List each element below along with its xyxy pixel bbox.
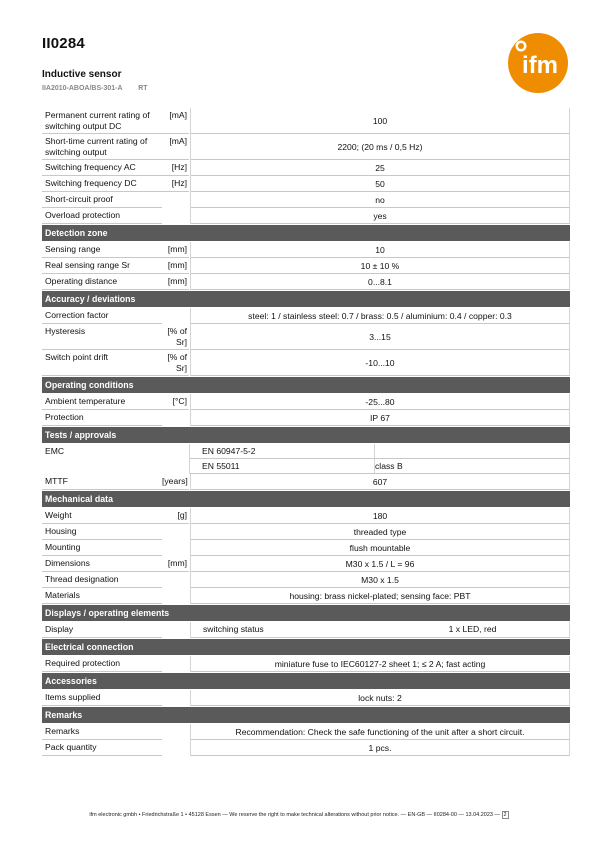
spec-value: 0...8.1: [191, 274, 570, 290]
spec-unit: [mm]: [162, 242, 189, 258]
spec-label: Pack quantity: [42, 740, 162, 756]
spec-value: miniature fuse to IEC60127-2 sheet 1; ≤ 2 A; fast acting: [191, 656, 570, 672]
spec-unit: [°C]: [162, 394, 189, 410]
spec-value: 3...15: [191, 324, 570, 350]
spec-label: Switch point drift: [42, 350, 162, 376]
spec-label: Overload protection: [42, 208, 162, 224]
spec-row: [42, 176, 570, 192]
svg-text:ifm: ifm: [522, 52, 558, 79]
spec-label: MTTF: [42, 474, 162, 490]
spec-row: [42, 588, 570, 604]
spec-label: Weight: [42, 508, 162, 524]
spec-label: Sensing range: [42, 242, 162, 258]
spec-value: Recommendation: Check the safe functioning of the unit after a short circuit.: [191, 724, 570, 740]
spec-value: housing: brass nickel-plated; sensing face: PBT: [191, 588, 570, 604]
spec-row: [42, 540, 570, 556]
product-code-suffix: RT: [138, 85, 148, 92]
spec-row-mttf: [42, 474, 570, 490]
spec-unit: [162, 622, 189, 638]
spec-unit: [mm]: [162, 258, 189, 274]
emc-class: [375, 444, 570, 458]
spec-unit: [mA]: [162, 134, 189, 160]
spec-unit: [162, 192, 189, 208]
spec-row: [42, 740, 570, 756]
spec-value: yes: [191, 208, 570, 224]
spec-row: [42, 208, 570, 224]
rows-top: [42, 108, 570, 224]
spec-unit: [162, 656, 189, 672]
spec-value: 10 ± 10 %: [191, 258, 570, 274]
spec-label: Thread designation: [42, 572, 162, 588]
emc-row: [42, 444, 570, 474]
page-footer: [0, 812, 598, 818]
spec-unit: [% of Sr]: [162, 324, 189, 350]
spec-value: -10...10: [191, 350, 570, 376]
spec-value: flush mountable: [191, 540, 570, 556]
spec-row-display: [42, 622, 570, 638]
spec-value: steel: 1 / stainless steel: 0.7 / brass: 0.5 / aluminium: 0.4 / copper: 0.3: [191, 308, 570, 324]
section-mechanical: Mechanical data: [42, 491, 570, 507]
spec-label: Operating distance: [42, 274, 162, 290]
section-displays: Displays / operating elements: [42, 605, 570, 621]
spec-row: [42, 556, 570, 572]
spec-unit: [162, 540, 189, 556]
spec-label: Real sensing range Sr: [42, 258, 162, 274]
spec-unit: [162, 690, 189, 706]
spec-label: Materials: [42, 588, 162, 604]
spec-label: Short-time current rating of switching output: [42, 134, 162, 160]
spec-row: [42, 350, 570, 376]
display-function: switching status: [203, 624, 264, 634]
spec-row: [42, 524, 570, 540]
spec-row: [42, 258, 570, 274]
spec-row: [42, 724, 570, 740]
emc-line: [190, 459, 570, 474]
spec-label: Protection: [42, 410, 162, 426]
spec-unit: [162, 740, 189, 756]
spec-value: M30 x 1.5: [191, 572, 570, 588]
spec-row: [42, 242, 570, 258]
spec-value: 50: [191, 176, 570, 192]
spec-label: Switching frequency AC: [42, 160, 162, 176]
spec-unit: [162, 410, 189, 426]
spec-unit: [mA]: [162, 108, 189, 134]
spec-unit: [162, 588, 189, 604]
emc-standard: EN 60947-5-2: [190, 444, 375, 458]
spec-unit: [162, 208, 189, 224]
spec-value: IP 67: [191, 410, 570, 426]
spec-label: Housing: [42, 524, 162, 540]
spec-row: [42, 324, 570, 350]
section-remarks: Remarks: [42, 707, 570, 723]
section-operating: Operating conditions: [42, 377, 570, 393]
emc-class: class B: [375, 459, 570, 473]
spec-row: [42, 410, 570, 426]
spec-row: [42, 308, 570, 324]
spec-label: Display: [42, 622, 162, 638]
section-tests: Tests / approvals: [42, 427, 570, 443]
spec-row-protection: [42, 656, 570, 672]
datasheet-table: [42, 108, 570, 756]
spec-unit: [162, 572, 189, 588]
spec-label: Remarks: [42, 724, 162, 740]
spec-row: [42, 192, 570, 208]
spec-label: Mounting: [42, 540, 162, 556]
spec-value: threaded type: [191, 524, 570, 540]
spec-row: [42, 572, 570, 588]
spec-row: [42, 394, 570, 410]
spec-unit: [162, 524, 189, 540]
rows-detection: [42, 242, 570, 290]
emc-line: [190, 444, 570, 459]
spec-unit: [Hz]: [162, 176, 189, 192]
spec-label: Dimensions: [42, 556, 162, 572]
section-electrical: Electrical connection: [42, 639, 570, 655]
spec-row-items: [42, 690, 570, 706]
section-accuracy: Accuracy / deviations: [42, 291, 570, 307]
spec-label: Short-circuit proof: [42, 192, 162, 208]
product-code: IIA2010-ABOA/BS-301-A: [42, 85, 123, 92]
spec-unit: [mm]: [162, 274, 189, 290]
spec-unit: [162, 308, 189, 324]
spec-unit: [% of Sr]: [162, 350, 189, 376]
footer-text: ifm electronic gmbh • Friedrichstraße 1 • 45128 Essen — We reserve the right to make technical alterations without prior notice. — EN-GB — II0284-00 — 13.04.2023 —: [89, 812, 501, 818]
spec-label: Switching frequency DC: [42, 176, 162, 192]
display-type: 1 x LED, red: [448, 624, 497, 634]
spec-value: M30 x 1.5 / L = 96: [191, 556, 570, 572]
rows-operating: [42, 394, 570, 426]
spec-unit: [Hz]: [162, 160, 189, 176]
spec-label: Items supplied: [42, 690, 162, 706]
spec-value: 1 pcs.: [191, 740, 570, 756]
spec-value: -25...80: [191, 394, 570, 410]
spec-value: 180: [191, 508, 570, 524]
spec-unit: [mm]: [162, 556, 189, 572]
spec-label: Permanent current rating of switching output DC: [42, 108, 162, 134]
product-type: Inductive sensor: [42, 69, 122, 80]
rows-remarks: [42, 724, 570, 756]
emc-label: EMC: [45, 446, 65, 456]
spec-row: [42, 134, 570, 160]
display-values: [191, 622, 570, 638]
spec-label: Hysteresis: [42, 324, 162, 350]
spec-value: lock nuts: 2: [191, 690, 570, 706]
emc-values: [189, 444, 570, 474]
page-number: 2: [503, 812, 507, 818]
spec-value: 25: [191, 160, 570, 176]
rows-accuracy: [42, 308, 570, 376]
spec-value: 100: [191, 108, 570, 134]
spec-label: Ambient temperature: [42, 394, 162, 410]
spec-unit: [years]: [162, 474, 189, 490]
product-codes: [42, 85, 148, 92]
spec-value: 2200; (20 ms / 0,5 Hz): [191, 134, 570, 160]
section-accessories: Accessories: [42, 673, 570, 689]
rows-mechanical: [42, 508, 570, 604]
spec-value: no: [191, 192, 570, 208]
page-title: II0284: [42, 35, 85, 52]
emc-standard: EN 55011: [190, 459, 375, 473]
spec-row: [42, 274, 570, 290]
spec-label: Required protection: [42, 656, 162, 672]
section-detection: Detection zone: [42, 225, 570, 241]
spec-row: [42, 508, 570, 524]
ifm-logo: [508, 33, 568, 93]
spec-label: Correction factor: [42, 308, 162, 324]
spec-value: 607: [191, 474, 570, 490]
spec-unit: [g]: [162, 508, 189, 524]
spec-row: [42, 108, 570, 134]
spec-unit: [162, 724, 189, 740]
spec-row: [42, 160, 570, 176]
spec-value: 10: [191, 242, 570, 258]
